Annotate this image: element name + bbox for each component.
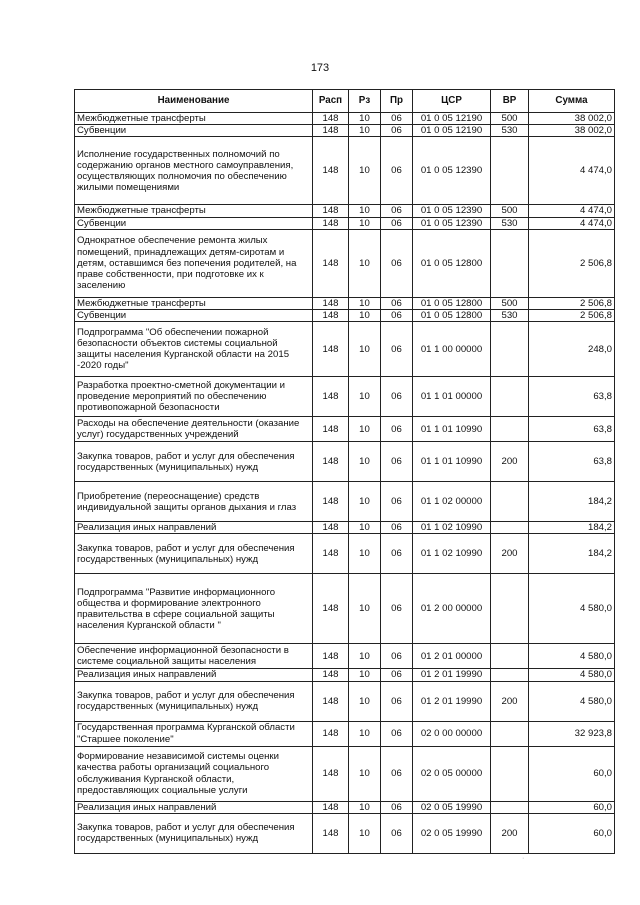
table-cell-sum: 63,8 [529,442,615,482]
table-cell-vr: 500 [491,113,529,125]
table-row [75,442,615,482]
table-cell-rasp: 148 [313,721,349,746]
table-cell-rasp: 148 [313,377,349,417]
table-cell-name: Реализация иных направлений [75,669,313,681]
table-cell-rz: 10 [349,113,381,125]
table-cell-csr: 01 0 05 12800 [413,229,491,297]
table-cell-rz: 10 [349,137,381,205]
table-row [75,310,615,322]
table-cell-name: Межбюджетные трансферты [75,205,313,217]
table-cell-vr: 200 [491,442,529,482]
table-cell-pr: 06 [381,813,413,853]
table-cell-pr: 06 [381,137,413,205]
table-cell-pr: 06 [381,229,413,297]
table-cell-csr: 01 2 01 00000 [413,644,491,669]
table-cell-rasp: 148 [313,482,349,522]
table-cell-rasp: 148 [313,442,349,482]
table-cell-csr: 01 1 01 10990 [413,417,491,442]
table-cell-rasp: 148 [313,217,349,229]
table-cell-name: Подпрограмма "Об обеспечении пожарной безопасности объектов системы социальной защиты населения Курганской области на 2015 -2020 годы" [75,322,313,377]
table-cell-csr: 01 2 01 19990 [413,669,491,681]
table-cell-csr: 01 1 01 00000 [413,377,491,417]
table-cell-rasp: 148 [313,534,349,574]
table-cell-sum: 4 474,0 [529,137,615,205]
table-cell-vr [491,417,529,442]
table-row [75,746,615,801]
table-cell-rz: 10 [349,442,381,482]
table-cell-rasp: 148 [313,801,349,813]
table-cell-rasp: 148 [313,113,349,125]
table-cell-rz: 10 [349,681,381,721]
header-csr: ЦСР [413,90,491,113]
table-cell-rasp: 148 [313,644,349,669]
table-cell-rz: 10 [349,522,381,534]
table-cell-vr [491,746,529,801]
table-cell-vr: 500 [491,205,529,217]
table-cell-rasp: 148 [313,813,349,853]
table-cell-pr: 06 [381,442,413,482]
table-cell-pr: 06 [381,801,413,813]
table-cell-sum: 63,8 [529,417,615,442]
table-row [75,669,615,681]
table-cell-sum: 4 474,0 [529,217,615,229]
table-cell-name: Субвенции [75,217,313,229]
table-cell-rz: 10 [349,574,381,644]
table-row [75,681,615,721]
table-cell-csr: 02 0 05 19990 [413,801,491,813]
table-cell-csr: 01 0 05 12190 [413,125,491,137]
table-row [75,522,615,534]
table-cell-sum: 63,8 [529,377,615,417]
table-row [75,297,615,309]
table-cell-rasp: 148 [313,522,349,534]
table-cell-name: Формирование независимой системы оценки качества работы организаций социального обслуживания Курганской области, предоставляющих социальные услуги [75,746,313,801]
table-header-row [75,90,615,113]
table-cell-pr: 06 [381,574,413,644]
table-cell-pr: 06 [381,681,413,721]
table-cell-name: Обеспечение информационной безопасности в системе социальной защиты населения [75,644,313,669]
header-vr: ВР [491,90,529,113]
table-cell-name: Закупка товаров, работ и услуг для обеспечения государственных (муниципальных) нужд [75,813,313,853]
table-cell-vr: 530 [491,125,529,137]
table-cell-pr: 06 [381,297,413,309]
page-number: 173 [310,62,330,74]
header-pr: Пр [381,90,413,113]
table-cell-csr: 01 0 05 12800 [413,297,491,309]
table-cell-rz: 10 [349,801,381,813]
table-cell-name: Субвенции [75,125,313,137]
table-cell-sum: 60,0 [529,746,615,801]
table-cell-csr: 01 2 00 00000 [413,574,491,644]
table-cell-csr: 02 0 05 19990 [413,813,491,853]
table-cell-pr: 06 [381,377,413,417]
table-cell-vr: 500 [491,297,529,309]
table-cell-name: Реализация иных направлений [75,522,313,534]
table-cell-csr: 01 1 02 10990 [413,534,491,574]
table-cell-csr: 02 0 00 00000 [413,721,491,746]
table-cell-rz: 10 [349,644,381,669]
table-cell-sum: 248,0 [529,322,615,377]
table-row [75,813,615,853]
table-cell-csr: 01 0 05 12390 [413,137,491,205]
table-cell-pr: 06 [381,644,413,669]
table-cell-name: Субвенции [75,310,313,322]
table-cell-rasp: 148 [313,681,349,721]
table-cell-csr: 01 0 05 12390 [413,217,491,229]
table-cell-pr: 06 [381,113,413,125]
table-cell-rz: 10 [349,322,381,377]
table-cell-sum: 60,0 [529,801,615,813]
table-cell-rz: 10 [349,721,381,746]
budget-table [74,89,615,854]
header-name: Наименование [75,90,313,113]
table-cell-vr: 530 [491,310,529,322]
table-cell-rz: 10 [349,746,381,801]
table-cell-pr: 06 [381,217,413,229]
table-cell-rasp: 148 [313,746,349,801]
header-sum: Сумма [529,90,615,113]
table-cell-csr: 01 0 05 12390 [413,205,491,217]
table-row [75,644,615,669]
table-row [75,137,615,205]
table-cell-sum: 184,2 [529,534,615,574]
table-cell-rasp: 148 [313,137,349,205]
table-cell-csr: 01 1 02 00000 [413,482,491,522]
table-cell-pr: 06 [381,746,413,801]
table-row [75,417,615,442]
table-cell-rz: 10 [349,417,381,442]
table-cell-rz: 10 [349,377,381,417]
table-cell-name: Государственная программа Курганской области "Старшее поколение" [75,721,313,746]
table-cell-vr [491,644,529,669]
table-cell-vr [491,721,529,746]
table-cell-sum: 184,2 [529,522,615,534]
table-cell-vr: 200 [491,534,529,574]
table-cell-rz: 10 [349,125,381,137]
table-cell-csr: 01 2 01 19990 [413,681,491,721]
table-cell-name: Закупка товаров, работ и услуг для обеспечения государственных (муниципальных) нужд [75,681,313,721]
table-cell-rz: 10 [349,534,381,574]
table-cell-vr [491,801,529,813]
table-cell-rz: 10 [349,310,381,322]
table-cell-pr: 06 [381,125,413,137]
table-cell-vr: 200 [491,813,529,853]
table-row [75,721,615,746]
table-row [75,217,615,229]
table-cell-csr: 01 1 01 10990 [413,442,491,482]
table-cell-rasp: 148 [313,574,349,644]
table-row [75,322,615,377]
table-cell-vr [491,377,529,417]
table-row [75,113,615,125]
table-row [75,205,615,217]
table-cell-pr: 06 [381,482,413,522]
table-cell-vr [491,229,529,297]
table-row [75,801,615,813]
table-cell-name: Межбюджетные трансферты [75,113,313,125]
table-cell-name: Реализация иных направлений [75,801,313,813]
table-cell-name: Исполнение государственных полномочий по содержанию органов местного самоуправления, осуществляющих полномочия по обеспечению жилыми помещениями [75,137,313,205]
header-rasp: Расп [313,90,349,113]
table-cell-csr: 01 0 05 12190 [413,113,491,125]
table-row [75,574,615,644]
table-cell-rasp: 148 [313,205,349,217]
table-cell-csr: 02 0 05 00000 [413,746,491,801]
table-body [75,113,615,854]
table-cell-csr: 01 1 00 00000 [413,322,491,377]
table-cell-pr: 06 [381,310,413,322]
table-cell-name: Разработка проектно-сметной документации и проведение мероприятий по обеспечению противопожарной безопасности [75,377,313,417]
table-cell-vr [491,522,529,534]
table-cell-sum: 38 002,0 [529,125,615,137]
table-cell-sum: 4 580,0 [529,574,615,644]
table-cell-sum: 4 580,0 [529,644,615,669]
table-cell-vr: 200 [491,681,529,721]
table-cell-sum: 4 580,0 [529,669,615,681]
table-cell-pr: 06 [381,534,413,574]
table-cell-rasp: 148 [313,310,349,322]
table-row [75,377,615,417]
header-rz: Рз [349,90,381,113]
table-cell-sum: 32 923,8 [529,721,615,746]
table-cell-rasp: 148 [313,322,349,377]
table-cell-sum: 4 580,0 [529,681,615,721]
table-cell-rz: 10 [349,482,381,522]
table-cell-rasp: 148 [313,125,349,137]
table-cell-rasp: 148 [313,297,349,309]
table-cell-vr [491,137,529,205]
table-cell-sum: 38 002,0 [529,113,615,125]
table-cell-rz: 10 [349,669,381,681]
table-cell-pr: 06 [381,205,413,217]
table-row [75,482,615,522]
table-cell-csr: 01 1 02 10990 [413,522,491,534]
table-cell-vr [491,482,529,522]
table-cell-vr [491,322,529,377]
table-cell-rasp: 148 [313,669,349,681]
table-cell-name: Закупка товаров, работ и услуг для обеспечения государственных (муниципальных) нужд [75,534,313,574]
table-cell-rz: 10 [349,205,381,217]
scan-mark: · [522,855,525,862]
table-cell-rasp: 148 [313,229,349,297]
table-cell-sum: 4 474,0 [529,205,615,217]
table-cell-name: Межбюджетные трансферты [75,297,313,309]
table-cell-sum: 60,0 [529,813,615,853]
table-cell-vr: 530 [491,217,529,229]
table-cell-sum: 2 506,8 [529,297,615,309]
table-row [75,125,615,137]
table-cell-name: Приобретение (переоснащение) средств индивидуальной защиты органов дыхания и глаз [75,482,313,522]
table-cell-pr: 06 [381,417,413,442]
table-cell-csr: 01 0 05 12800 [413,310,491,322]
table-cell-vr [491,574,529,644]
table-cell-vr [491,669,529,681]
table-cell-pr: 06 [381,322,413,377]
table-cell-rasp: 148 [313,417,349,442]
table-cell-sum: 184,2 [529,482,615,522]
table-cell-name: Закупка товаров, работ и услуг для обеспечения государственных (муниципальных) нужд [75,442,313,482]
table-cell-rz: 10 [349,813,381,853]
table-row [75,534,615,574]
table-cell-rz: 10 [349,229,381,297]
table-cell-pr: 06 [381,522,413,534]
table-cell-pr: 06 [381,721,413,746]
table-cell-rz: 10 [349,217,381,229]
table-cell-rz: 10 [349,297,381,309]
table-cell-sum: 2 506,8 [529,310,615,322]
table-cell-pr: 06 [381,669,413,681]
table-cell-sum: 2 506,8 [529,229,615,297]
table-cell-name: Однократное обеспечение ремонта жилых помещений, принадлежащих детям-сиротам и детям, оставшимся без попечения родителей, на праве собственности, при подготовке их к заселению [75,229,313,297]
table-row [75,229,615,297]
table-cell-name: Расходы на обеспечение деятельности (оказание услуг) государственных учреждений [75,417,313,442]
table-cell-name: Подпрограмма "Развитие информационного общества и формирование электронного правительства в сфере социальной защиты населения Курганской области " [75,574,313,644]
